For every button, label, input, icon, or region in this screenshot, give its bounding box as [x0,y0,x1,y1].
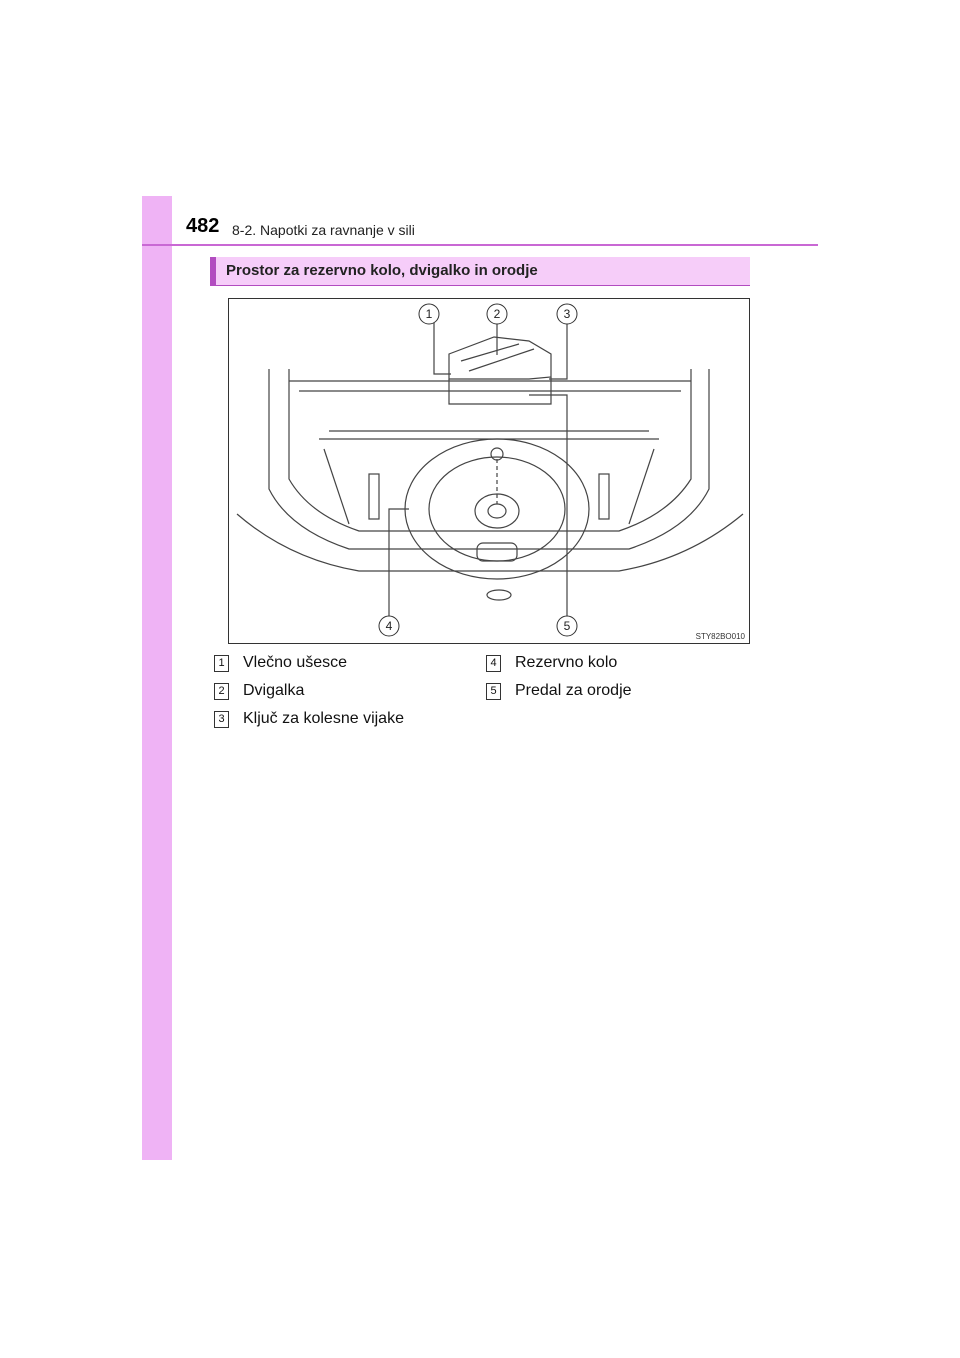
trunk-illustration [228,298,750,644]
legend-number: 5 [486,683,501,700]
legend-number: 1 [214,655,229,672]
legend-number: 2 [214,683,229,700]
callout-3: 3 [563,307,571,321]
trunk-drawing [229,299,751,645]
section-title: Prostor za rezervno kolo, dvigalko in orodje [226,262,538,279]
figure-code: STY82BO010 [695,632,745,641]
legend-label: Vlečno ušesce [243,654,348,671]
legend-label: Predal za orodje [515,682,632,699]
legend-item [486,654,617,672]
legend-item [214,654,347,672]
legend-label: Ključ za kolesne vijake [243,710,404,727]
callout-5: 5 [563,619,571,633]
section-title-bar [210,257,750,286]
legend-item [486,682,632,700]
side-tab [142,196,172,1160]
legend-item [214,710,404,728]
legend-label: Dvigalka [243,682,305,699]
callout-4: 4 [385,619,393,633]
legend-number: 3 [214,711,229,728]
legend-item [214,682,304,700]
section-label: 8-2. Napotki za ravnanje v sili [232,222,415,238]
title-accent [210,257,216,285]
page-number: 482 [186,215,220,237]
header-rule [142,244,818,246]
callout-1: 1 [425,307,433,321]
callout-2: 2 [493,307,501,321]
legend-label: Rezervno kolo [515,654,618,671]
legend-number: 4 [486,655,501,672]
